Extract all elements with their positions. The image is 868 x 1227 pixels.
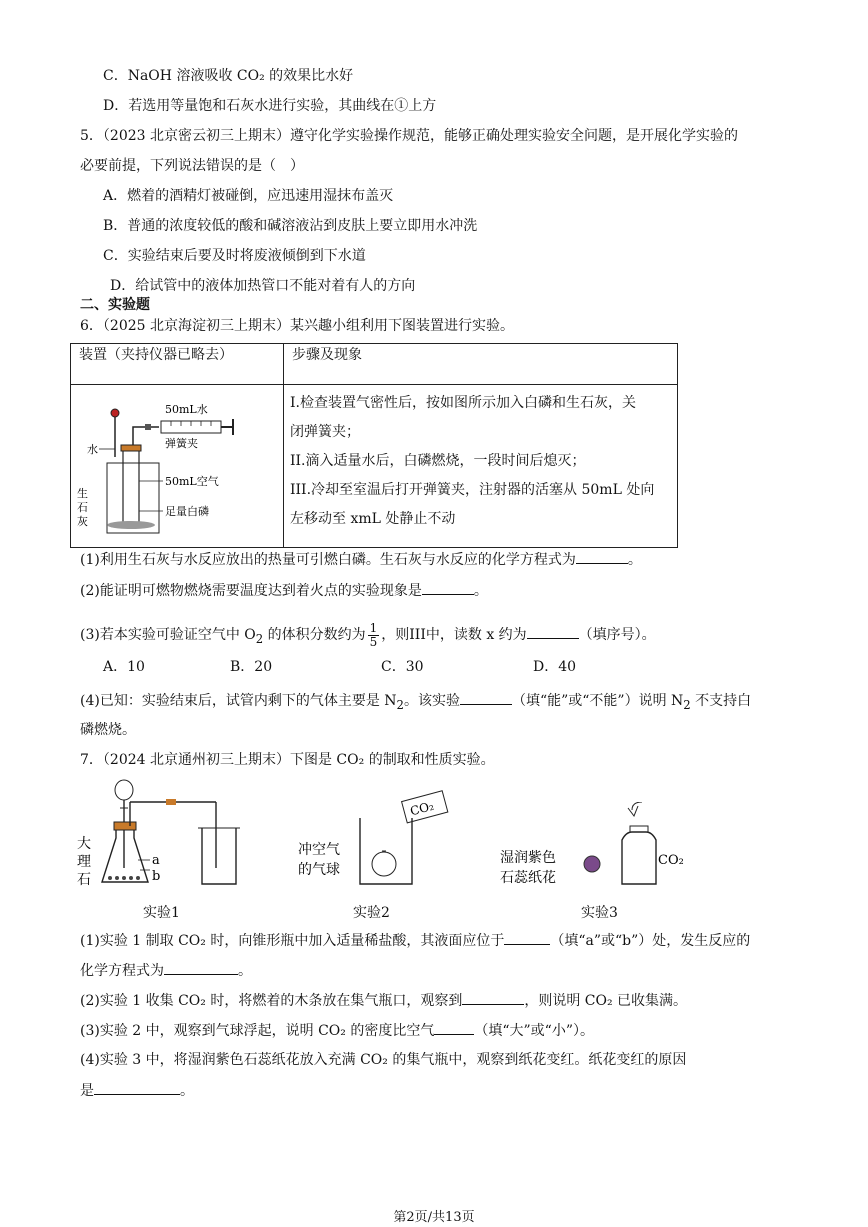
q5-stem-line2: 必要前提，下列说法错误的是（ ） bbox=[80, 158, 304, 174]
fig3-label-2: 石蕊纸花 bbox=[500, 870, 556, 886]
apparatus-diagram bbox=[71, 385, 281, 543]
q6-part3: (3)若本实验可验证空气中 $O_2$ 的体积分数约为 $\frac{1}{5}$ ，则III中，读数 x 约为 （填序号）。 bbox=[80, 620, 656, 649]
fig3-label-1: 湿润紫色 bbox=[500, 850, 556, 866]
page-footer: 第2页/共13页 bbox=[393, 1210, 475, 1225]
figure-1-generator bbox=[76, 778, 248, 893]
fig1-label-1: 大 bbox=[77, 836, 91, 852]
q4-option-d: D．若选用等量饱和石灰水进行实验，其曲线在①上方 bbox=[103, 98, 437, 114]
flask-icon bbox=[102, 824, 148, 882]
fig2-label-2: 的气球 bbox=[298, 862, 340, 878]
q7-part1: (1)实验 1 制取 CO₂ 时，向锥形瓶中加入适量稀盐酸，其液面应位于 （填“a”或“b”）处，发生反应的 bbox=[80, 930, 750, 951]
fig2-caption: 实验2 bbox=[353, 905, 390, 921]
q6-option-d: D．40 bbox=[533, 659, 577, 675]
step-line: I.检查装置气密性后，按如图所示加入白磷和生石灰，关 bbox=[290, 395, 636, 411]
fig1-label-3: 石 bbox=[77, 872, 91, 888]
clamp-label: 弹簧夹 bbox=[165, 437, 198, 450]
table-header-apparatus: 装置（夹持仪器已略去） bbox=[71, 344, 284, 385]
q6-table bbox=[70, 343, 678, 548]
q5-option-c: C．实验结束后要及时将废液倾倒到下水道 bbox=[103, 248, 366, 264]
fig1-label-2: 理 bbox=[77, 854, 91, 870]
q7-part3: (3)实验 2 中，观察到气球浮起，说明 CO₂ 的密度比空气 （填“大”或“小”）。 bbox=[80, 1020, 594, 1041]
fig2-label-1: 冲空气 bbox=[298, 842, 340, 858]
q6-part4: (4)已知：实验结束后，试管内剩下的气体主要是 $N_2$。该实验 （填“能”或“不能”）说明 $N_2$ 不支持白 bbox=[80, 690, 751, 715]
q5-stem-line1: 5．（2023 北京密云初三上期末）遵守化学实验操作规范，能够正确处理实验安全问题，是开展化学实验的 bbox=[80, 128, 738, 144]
q6-part1: (1)利用生石灰与水反应放出的热量可引燃白磷。生石灰与水反应的化学方程式为 。 bbox=[80, 549, 642, 570]
litmus-flower-icon bbox=[584, 856, 600, 872]
fig3-caption: 实验3 bbox=[581, 905, 618, 921]
fig1-caption: 实验1 bbox=[143, 905, 180, 921]
figure-2-balloon bbox=[296, 790, 456, 890]
q6-stem: 6．（2025 北京海淀初三上期末）某兴趣小组利用下图装置进行实验。 bbox=[80, 318, 514, 334]
step-line: 闭弹簧夹； bbox=[290, 424, 360, 440]
q6-option-b: B．20 bbox=[230, 659, 273, 675]
water-label: 水 bbox=[87, 443, 98, 456]
q6-part4-line2: 磷燃烧。 bbox=[80, 722, 136, 738]
syringe-label: 50mL水 bbox=[165, 403, 208, 416]
step-line: 左移动至 xmL 处静止不动 bbox=[290, 511, 456, 527]
lime-label-1: 生 bbox=[77, 487, 88, 500]
test-tube-icon bbox=[123, 449, 139, 527]
section-title: 二、实验题 bbox=[80, 297, 150, 313]
table-header-steps: 步骤及现象 bbox=[284, 344, 678, 385]
gas-jar-icon bbox=[622, 832, 656, 884]
steps-cell bbox=[284, 385, 678, 548]
fig1-mark-b: b bbox=[152, 869, 161, 884]
q7-stem: 7．（2024 北京通州初三上期末）下图是 CO₂ 的制取和性质实验。 bbox=[80, 752, 495, 768]
lime-label-2: 石 bbox=[77, 501, 88, 514]
step-line: II.滴入适量水后，白磷燃烧，一段时间后熄灭； bbox=[290, 453, 586, 469]
air-label: 50mL空气 bbox=[165, 475, 219, 488]
q7-part2: (2)实验 1 收集 CO₂ 时，将燃着的木条放在集气瓶口，观察到 ，则说明 CO₂ 已收集满。 bbox=[80, 990, 687, 1011]
dropper-bulb-icon bbox=[111, 409, 119, 417]
q7-part1-line2: 化学方程式为 。 bbox=[80, 960, 252, 981]
q5-option-b: B．普通的浓度较低的酸和碱溶液沾到皮肤上要立即用水冲洗 bbox=[103, 218, 478, 234]
funnel-icon bbox=[115, 780, 133, 800]
q5-option-d: D．给试管中的液体加热管口不能对着有人的方向 bbox=[110, 278, 416, 294]
fig2-bottle-label: CO₂ bbox=[408, 798, 436, 819]
phosphorus-label: 足量白磷 bbox=[165, 505, 209, 518]
lime-label-3: 灰 bbox=[77, 515, 88, 528]
q6-part2: (2)能证明可燃物燃烧需要温度达到着火点的实验现象是 。 bbox=[80, 580, 488, 601]
balloon-icon bbox=[372, 852, 396, 876]
q6-option-a: A．10 bbox=[103, 659, 145, 675]
fig1-mark-a: a bbox=[152, 853, 160, 868]
step-line: III.冷却至室温后打开弹簧夹，注射器的活塞从 50mL 处向 bbox=[290, 482, 655, 498]
q6-option-c: C．30 bbox=[381, 659, 424, 675]
q5-option-a: A．燃着的酒精灯被碰倒，应迅速用湿抹布盖灭 bbox=[103, 188, 394, 204]
q7-part4: (4)实验 3 中，将湿润紫色石蕊纸花放入充满 CO₂ 的集气瓶中，观察到纸花变红。纸花变红的原因 bbox=[80, 1052, 687, 1068]
apparatus-figure-cell bbox=[71, 385, 284, 548]
fig3-gas-label: CO₂ bbox=[658, 853, 684, 868]
fraction: $\frac{1}{5}$ bbox=[369, 620, 378, 649]
q7-part4-line2: 是 。 bbox=[80, 1080, 194, 1101]
figure-3-litmus bbox=[498, 802, 698, 892]
q4-option-c: C．NaOH 溶液吸收 CO₂ 的效果比水好 bbox=[103, 68, 354, 84]
collection-bottle-icon bbox=[202, 828, 236, 884]
